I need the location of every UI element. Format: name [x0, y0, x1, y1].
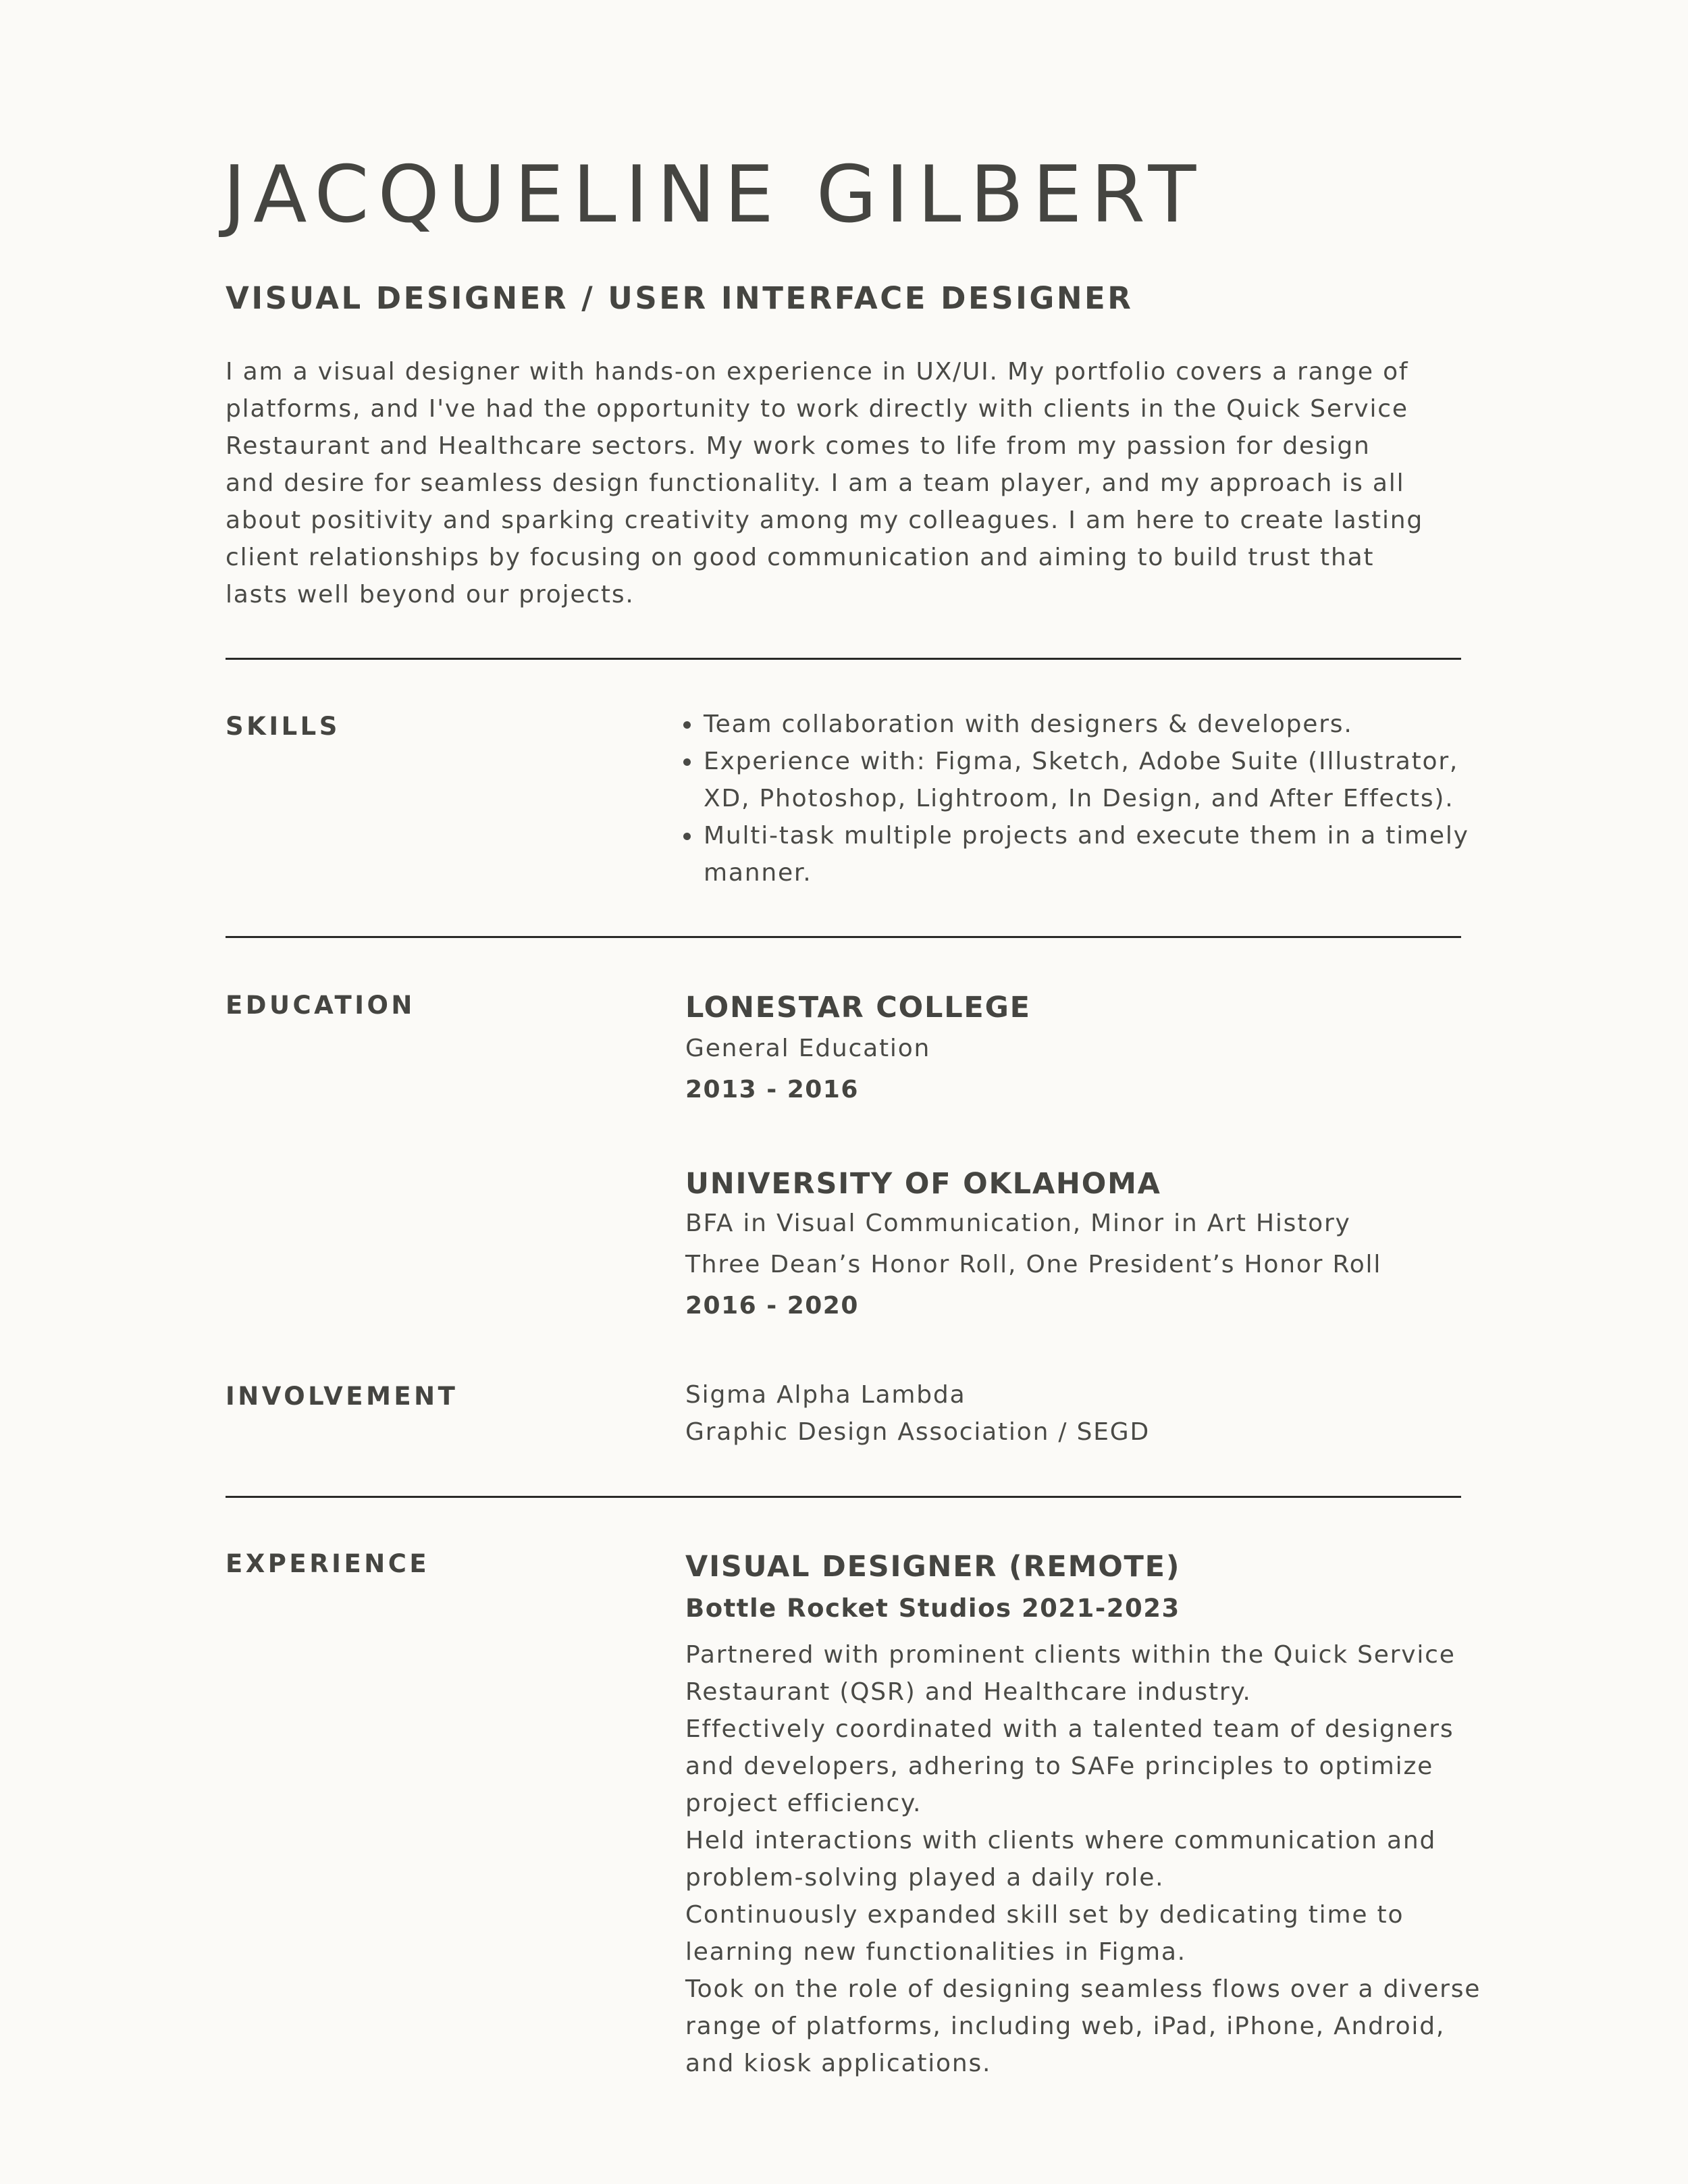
involvement-item: Graphic Design Association / SEGD — [685, 1418, 1151, 1446]
education-entry — [685, 987, 1496, 1103]
section-divider — [226, 1496, 1461, 1498]
school-name: LONESTAR COLLEGE — [685, 991, 1031, 1024]
degree-line: BFA in Visual Communication, Minor in Art History — [685, 1210, 1351, 1237]
job-title: VISUAL DESIGNER (REMOTE) — [685, 1550, 1181, 1584]
involvement-list — [685, 1376, 1496, 1451]
involvement-item: Sigma Alpha Lambda — [685, 1381, 966, 1409]
honors-line: Three Dean’s Honor Roll, One President’s Honor Roll — [685, 1251, 1382, 1278]
job-bullet: Held interactions with clients where communication and problem-solving played a daily role. — [685, 1827, 1437, 1892]
experience-heading: EXPERIENCE — [226, 1549, 430, 1578]
candidate-role: VISUAL DESIGNER / USER INTERFACE DESIGNER — [226, 280, 1134, 316]
job-description — [685, 1636, 1496, 2082]
candidate-name: JACQUELINE GILBERT — [223, 149, 1205, 240]
education-heading: EDUCATION — [226, 991, 415, 1020]
job-bullet: Effectively coordinated with a talented team of designers and developers, adhering to SAFe principles to optimize project efficiency. — [685, 1715, 1454, 1817]
education-years: 2013 - 2016 — [685, 1076, 859, 1103]
job-company: Bottle Rocket Studios 2021-2023 — [685, 1594, 1180, 1623]
section-divider — [226, 936, 1461, 938]
job-bullet: Partnered with prominent clients within the Quick Service Restaurant (QSR) and Healthcare industry. — [685, 1641, 1456, 1706]
profile-summary: I am a visual designer with hands-on experience in UX/UI. My portfolio covers a range of platforms, and I've had the opportunity to work directly with clients in the Quick Service Restaurant and Healthcare sectors. My work comes to life from my passion for design and desire for seamless design functionality. I am a team player, and my approach is all about positivity and sparking creativity among my colleagues. I am here to create lasting client relationships by focusing on good communication and aiming to build trust that lasts well beyond our projects. — [226, 358, 1424, 608]
involvement-heading: INVOLVEMENT — [226, 1382, 458, 1411]
job-bullet: Continuously expanded skill set by dedicating time to learning new functionalities in Figma. — [685, 1901, 1404, 1966]
skills-heading: SKILLS — [226, 712, 340, 741]
skill-item: • Team collaboration with designers & developers. — [702, 706, 1512, 743]
education-years: 2016 - 2020 — [685, 1292, 859, 1320]
school-name: UNIVERSITY OF OKLAHOMA — [685, 1167, 1161, 1201]
skills-list — [675, 706, 1512, 891]
degree-line: General Education — [685, 1035, 931, 1062]
education-entry — [685, 1164, 1496, 1320]
skill-item: • Experience with: Figma, Sketch, Adobe Suite (Illustrator, XD, Photoshop, Lightroom, In Design, and After Effects). — [702, 743, 1512, 817]
job-bullet: Took on the role of designing seamless flows over a diverse range of platforms, including web, iPad, iPhone, Android, and kiosk applications. — [685, 1975, 1481, 2077]
skill-item: • Multi-task multiple projects and execute them in a timely manner. — [702, 817, 1512, 891]
experience-entry — [685, 1546, 1496, 2082]
section-divider — [226, 658, 1461, 660]
